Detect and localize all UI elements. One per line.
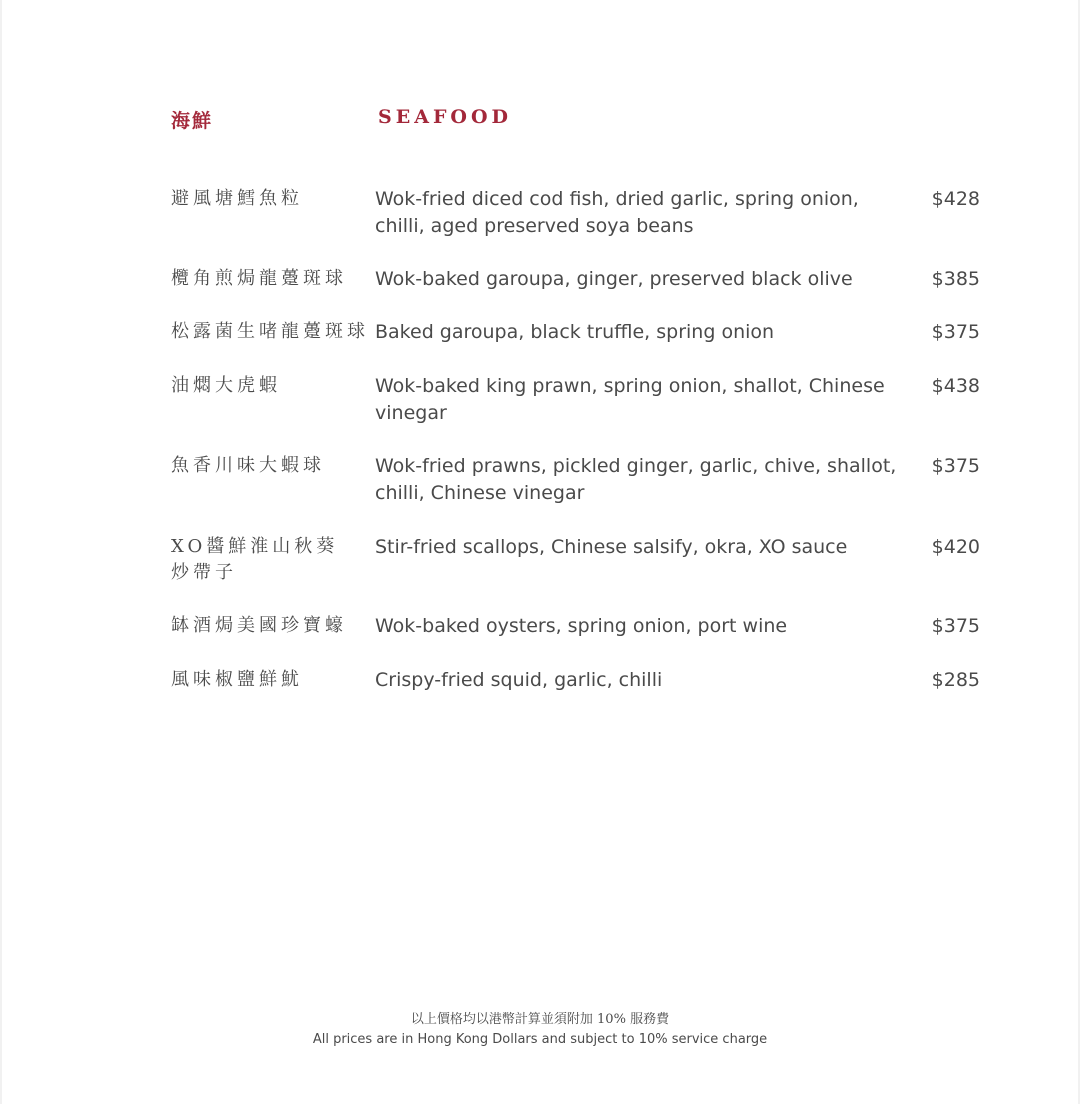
footer-note-zh: 以上價格均以港幣計算並須附加 10% 服務費 [410,1012,670,1027]
section-header [0,106,1080,136]
dish-description-en: Wok-baked oysters, spring onion, port wine [375,615,788,637]
dish-description-en: Wok-fried diced cod fish, dried garlic, spring onion, chilli, aged preserved soya beans [375,188,859,237]
dish-price: $420 [931,536,980,558]
dish-price: $428 [931,188,980,210]
dish-name-zh: XO醬鮮淮山秋葵 炒帶子 [171,536,339,583]
dish-name-zh: 欖角煎焗龍躉斑球 [171,268,347,289]
dish-description-en: Baked garoupa, black truffle, spring onion [375,321,775,343]
dish-name-zh: 避風塘鱈魚粒 [171,188,303,209]
dish-description-en: Wok-baked king prawn, spring onion, shallot, Chinese vinegar [375,375,885,424]
section-title-en: SEAFOOD [378,106,513,128]
dish-name-zh: 缽酒焗美國珍寶蠔 [171,615,347,636]
dish-price: $375 [931,615,980,637]
dish-name-zh: 魚香川味大蝦球 [171,455,325,476]
dish-name-zh: 油燜大虎蝦 [171,375,281,396]
dish-description-en: Crispy-fried squid, garlic, chilli [375,669,663,691]
section-title-zh: 海鮮 [171,110,214,132]
dish-name-zh: 風味椒鹽鮮魷 [171,669,303,690]
dish-description-en: Wok-baked garoupa, ginger, preserved black olive [375,268,853,290]
dish-description-en: Stir-fried scallops, Chinese salsify, okra, XO sauce [375,536,848,558]
dish-description-en: Wok-fried prawns, pickled ginger, garlic, chive, shallot, chilli, Chinese vinegar [375,455,897,504]
dish-price: $375 [931,455,980,477]
dish-price: $438 [931,375,980,397]
service-charge-note [0,1010,1080,1050]
dish-price: $375 [931,321,980,343]
dish-price: $285 [931,669,980,691]
dish-name-zh: 松露菌生啫龍躉斑球 [171,321,369,342]
footer-note-en: All prices are in Hong Kong Dollars and subject to 10% service charge [312,1032,768,1047]
page-left-edge [0,0,2,1104]
dish-price: $385 [931,268,980,290]
